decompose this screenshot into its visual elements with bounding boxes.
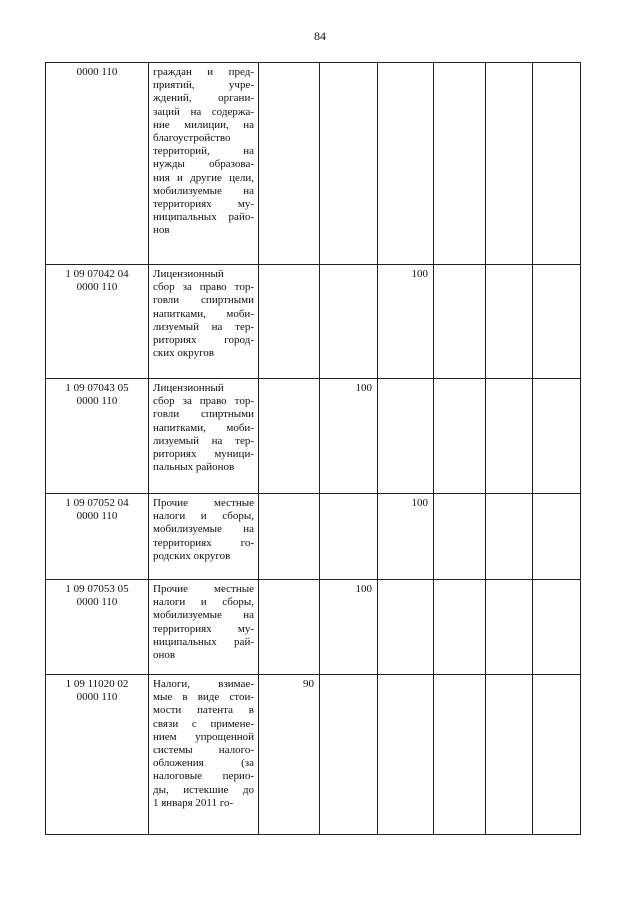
revenue-name-line: территориях го- [153, 536, 254, 549]
revenue-name-cell [149, 580, 259, 675]
norm-value-cell [259, 265, 320, 379]
revenue-name-line: обложения (за [153, 757, 254, 770]
norm-value-cell: 100 [320, 379, 378, 494]
budget-code-cell [46, 379, 149, 494]
revenue-name-line: родских округов [153, 549, 231, 562]
revenue-name-line: заций на содержа- [153, 105, 254, 118]
norm-value-cell [378, 63, 434, 265]
revenue-name-line: нов [153, 224, 170, 237]
budget-code-cell [46, 494, 149, 580]
norm-value-cell [259, 580, 320, 675]
table-row [46, 63, 581, 265]
revenue-name-cell [149, 63, 259, 265]
revenue-name-line: мые в виде стои- [153, 691, 254, 704]
norm-value-cell [533, 580, 581, 675]
revenue-name-cell [149, 265, 259, 379]
norm-value-cell: 90 [259, 675, 320, 835]
norm-value-cell [486, 494, 533, 580]
budget-code-line: 0000 110 [76, 691, 118, 704]
norm-value-cell [259, 379, 320, 494]
norm-value-cell [320, 63, 378, 265]
revenue-name-line: нием упрощенной [153, 730, 254, 743]
table-row [46, 379, 581, 494]
budget-code-line: 1 09 07052 04 [65, 497, 129, 509]
norm-value-cell [320, 265, 378, 379]
budget-code-line: 0000 110 [76, 281, 118, 294]
revenue-name-line: онов [153, 649, 176, 662]
revenue-name-line: территориях му- [153, 198, 254, 211]
revenue-name-line: напитками, моби- [153, 307, 254, 320]
revenue-name-line: напитками, моби- [153, 421, 254, 434]
norm-value-cell [434, 265, 486, 379]
table-row [46, 265, 581, 379]
revenue-name-line: Прочие местные [153, 497, 254, 509]
revenue-name-line: риториях город- [153, 334, 254, 347]
budget-code-line: 0000 110 [76, 395, 118, 408]
revenue-name-line: ды, истекшие до [153, 783, 254, 796]
revenue-name-line: ниципальных рай- [153, 635, 254, 648]
revenue-name-line: риториях муници- [153, 448, 254, 461]
norm-value-cell [533, 265, 581, 379]
revenue-name-line: граждан и пред- [153, 66, 254, 78]
revenue-name-line: налоги и сборы, [153, 510, 254, 523]
revenue-name-line: ниципальных райо- [153, 211, 254, 224]
revenue-name-line: Налоги, взимае- [153, 678, 254, 690]
revenue-name-line: пальных районов [153, 461, 235, 474]
table-row [46, 580, 581, 675]
revenue-name-line: Лицензионный [153, 268, 224, 280]
revenue-name-line: ских округов [153, 347, 214, 360]
norm-value-cell [434, 379, 486, 494]
norm-value-cell [434, 675, 486, 835]
revenue-name-line: связи с примене- [153, 717, 254, 730]
norm-value-cell: 100 [320, 580, 378, 675]
norm-value-cell: 100 [378, 494, 434, 580]
norm-value-cell [533, 63, 581, 265]
budget-code-cell [46, 580, 149, 675]
norm-value-cell [378, 580, 434, 675]
revenue-name-line: лизуемый на тер- [153, 434, 254, 447]
norm-value-cell [533, 675, 581, 835]
norm-value-cell [434, 494, 486, 580]
revenue-name-line: мобилизуемые на [153, 184, 254, 197]
budget-code-cell [46, 675, 149, 835]
norm-value-cell [486, 580, 533, 675]
norm-value-cell [533, 379, 581, 494]
revenue-name-line: ние милиции, на [153, 118, 254, 131]
norm-value-cell [486, 63, 533, 265]
revenue-name-line: благоустройство [153, 132, 231, 145]
revenue-name-line: территориях му- [153, 622, 254, 635]
norm-value-cell [378, 379, 434, 494]
revenue-name-line: лизуемый на тер- [153, 320, 254, 333]
revenue-name-cell [149, 379, 259, 494]
revenue-name-line: Прочие местные [153, 583, 254, 595]
revenue-table [45, 62, 581, 835]
revenue-name-line: нужды образова- [153, 158, 254, 171]
budget-code-line: 1 09 11020 02 [65, 678, 129, 690]
budget-code-cell [46, 63, 149, 265]
page-number: 84 [314, 29, 326, 43]
revenue-name-line: Лицензионный [153, 382, 224, 394]
budget-code-cell [46, 265, 149, 379]
norm-value-cell [486, 675, 533, 835]
budget-code-line: 0000 110 [76, 510, 118, 523]
revenue-name-cell [149, 675, 259, 835]
table-body [46, 63, 581, 835]
revenue-name-line: говли спиртными [153, 408, 254, 421]
revenue-name-line: говли спиртными [153, 294, 254, 307]
norm-value-cell [486, 265, 533, 379]
budget-code-line: 1 09 07053 05 [65, 583, 129, 595]
revenue-name-line: мобилизуемые на [153, 609, 254, 622]
revenue-name-line: налоговые перио- [153, 770, 254, 783]
revenue-name-line: ния и другие цели, [153, 171, 254, 184]
norm-value-cell [320, 675, 378, 835]
norm-value-cell [259, 63, 320, 265]
budget-code-line: 0000 110 [76, 596, 118, 609]
budget-code-line: 1 09 07043 05 [65, 382, 129, 394]
norm-value-cell [434, 580, 486, 675]
table-row [46, 494, 581, 580]
norm-value-cell [486, 379, 533, 494]
revenue-name-line: сбор за право тор- [153, 395, 254, 408]
revenue-name-line: системы налого- [153, 744, 254, 757]
revenue-name-line: приятий, учре- [153, 79, 254, 92]
revenue-name-line: налоги и сборы, [153, 596, 254, 609]
table-row [46, 675, 581, 835]
norm-value-cell [259, 494, 320, 580]
norm-value-cell [378, 675, 434, 835]
norm-value-cell: 100 [378, 265, 434, 379]
revenue-name-line: сбор за право тор- [153, 281, 254, 294]
revenue-name-line: мости патента в [153, 704, 254, 717]
norm-value-cell [434, 63, 486, 265]
revenue-name-line: территорий, на [153, 145, 254, 158]
budget-code-line: 1 09 07042 04 [65, 268, 129, 280]
revenue-name-line: 1 января 2011 го- [153, 796, 234, 809]
revenue-name-cell [149, 494, 259, 580]
revenue-name-line: ждений, органи- [153, 92, 254, 105]
budget-code-line: 0000 110 [76, 66, 118, 78]
norm-value-cell [533, 494, 581, 580]
revenue-name-line: мобилизуемые на [153, 523, 254, 536]
norm-value-cell [320, 494, 378, 580]
